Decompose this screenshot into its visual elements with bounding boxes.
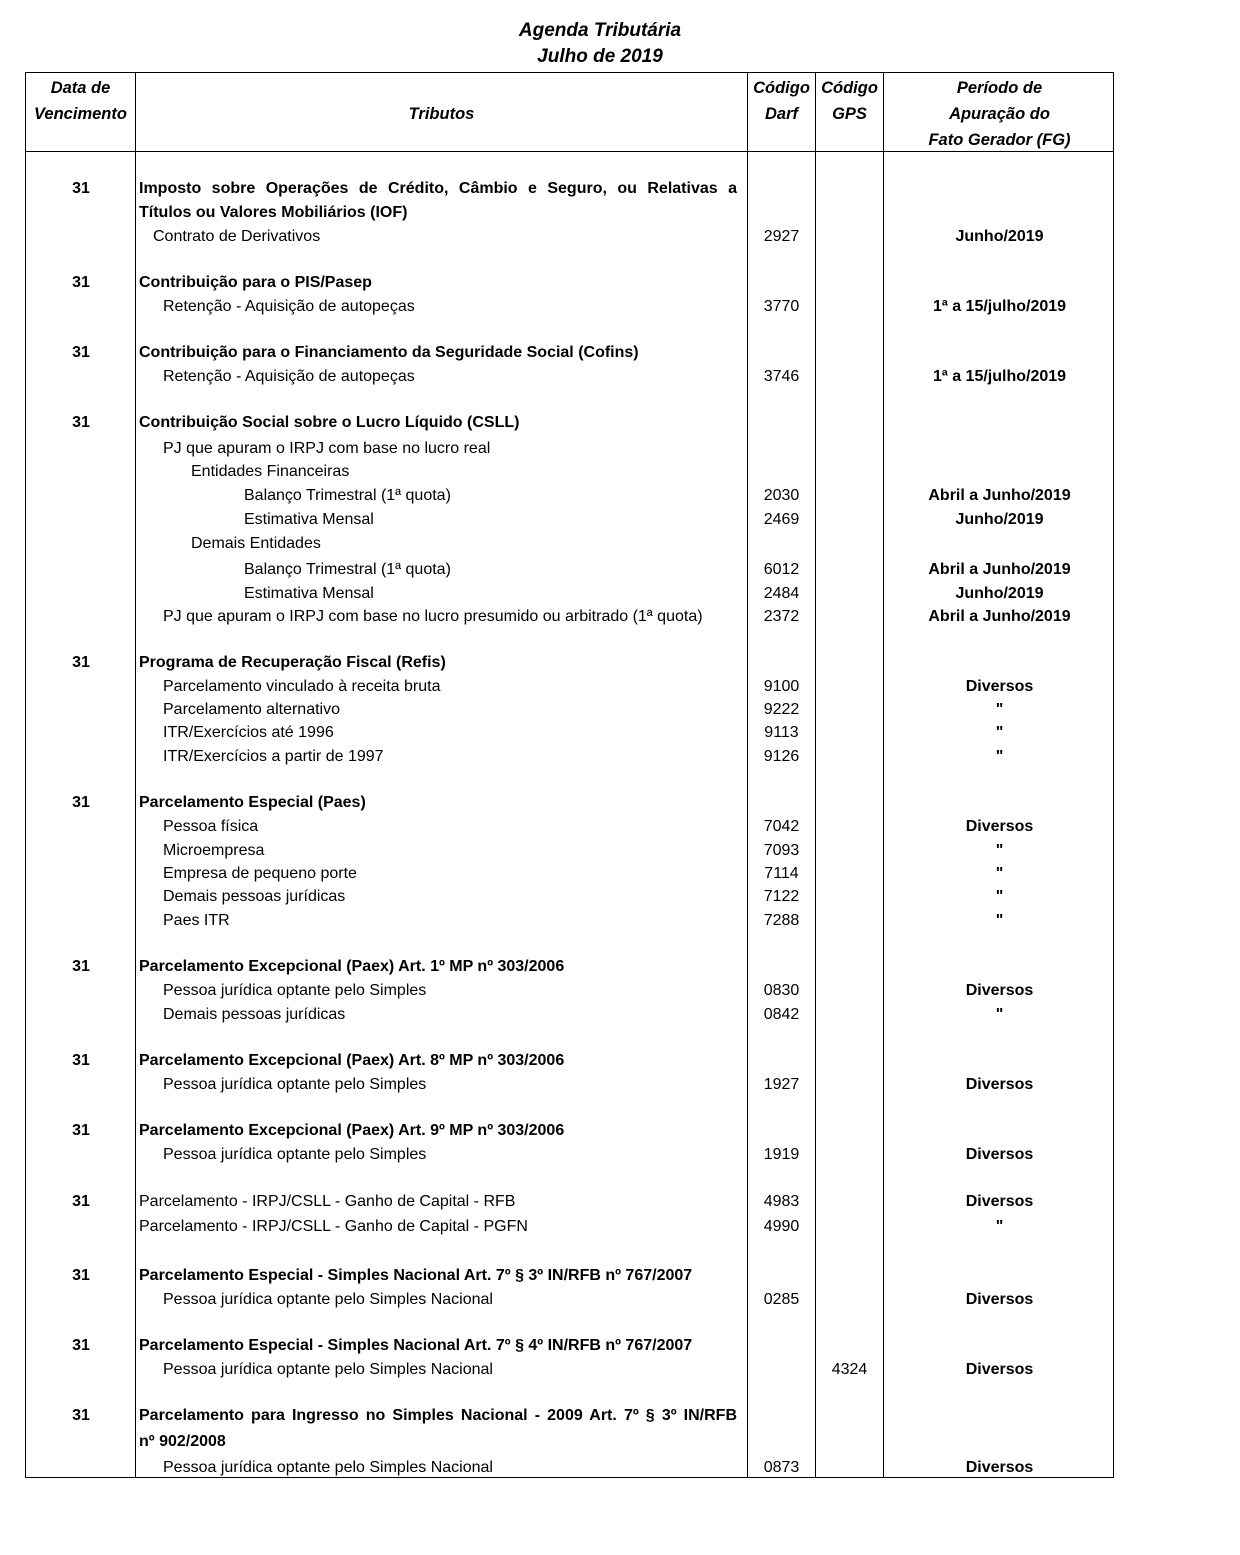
due-date-cell: 31 [72, 1052, 90, 1069]
tributo-cell: Parcelamento alternativo [163, 701, 340, 718]
table-row [26, 295, 1115, 319]
period-cell: " [995, 888, 1004, 905]
period-cell: Abril a Junho/2019 [928, 561, 1071, 578]
period-cell: Diversos [965, 1146, 1034, 1163]
period-cell: Diversos [965, 982, 1034, 999]
due-date-cell: 31 [72, 1193, 90, 1210]
table-row [26, 460, 1115, 484]
table-row [26, 484, 1115, 508]
table-row [26, 721, 1115, 745]
header-darf-line: Código [753, 79, 810, 97]
table-row [26, 271, 1115, 295]
tributo-cell: Pessoa jurídica optante pelo Simples [163, 1146, 427, 1163]
due-date-cell: 31 [72, 414, 90, 431]
table-row [26, 675, 1115, 699]
table-row [26, 1215, 1115, 1239]
darf-code-cell: 0285 [763, 1291, 800, 1308]
table-row [26, 745, 1115, 769]
period-cell: Diversos [965, 678, 1034, 695]
header-date-line: Data de [50, 79, 111, 97]
darf-code-cell: 9113 [764, 724, 799, 741]
due-date-cell: 31 [72, 794, 90, 811]
tributo-cell: Entidades Financeiras [191, 463, 350, 480]
due-date-cell: 31 [72, 180, 90, 197]
tributo-cell: Pessoa jurídica optante pelo Simples Nacional [163, 1291, 493, 1308]
tributo-cell: Parcelamento Excepcional (Paex) Art. 8º MP nº 303/2006 [139, 1052, 565, 1069]
tributo-cell: Parcelamento Excepcional (Paex) Art. 9º MP nº 303/2006 [139, 1122, 565, 1139]
tributo-cell: ITR/Exercícios até 1996 [163, 724, 334, 741]
darf-code-cell: 9222 [763, 701, 800, 718]
darf-code-cell: 7093 [763, 842, 800, 859]
period-cell: " [995, 1006, 1004, 1023]
table-row [26, 1288, 1115, 1312]
due-date-cell: 31 [72, 1407, 90, 1424]
table-row [26, 955, 1115, 979]
table-row [26, 862, 1115, 886]
period-cell: 1ª a 15/julho/2019 [932, 298, 1067, 315]
due-date-cell: 31 [72, 1122, 90, 1139]
tax-schedule-table [25, 72, 1114, 1478]
tributo-cell: Demais Entidades [191, 535, 321, 552]
darf-code-cell: 2469 [763, 511, 800, 528]
tributo-cell: Demais pessoas jurídicas [163, 888, 346, 905]
tributo-cell: Contribuição para o PIS/Pasep [139, 274, 372, 291]
darf-code-cell: 9126 [763, 748, 800, 765]
due-date-cell: 31 [72, 344, 90, 361]
darf-code-cell: 1919 [763, 1146, 800, 1163]
header-darf [748, 75, 815, 127]
header-periodo-line: Fato Gerador (FG) [928, 131, 1071, 149]
period-cell: " [995, 865, 1004, 882]
header-tributos: Tributos [408, 105, 475, 123]
table-row [26, 698, 1115, 722]
tributo-cell: Microempresa [163, 842, 265, 859]
page-subtitle: Julho de 2019 [537, 46, 663, 67]
table-row [26, 508, 1115, 532]
header-date-line: Vencimento [34, 105, 127, 123]
darf-code-cell: 2030 [763, 487, 800, 504]
table-row [26, 885, 1115, 909]
period-cell: Diversos [965, 1361, 1034, 1378]
table-row [26, 1143, 1115, 1167]
tributo-cell: Programa de Recuperação Fiscal (Refis) [139, 654, 446, 671]
darf-code-cell: 7042 [763, 818, 800, 835]
due-date-cell: 31 [72, 1337, 90, 1354]
gps-code-cell: 4324 [831, 1361, 868, 1378]
table-row [26, 979, 1115, 1003]
due-date-cell: 31 [72, 1267, 90, 1284]
period-cell: " [995, 1218, 1004, 1235]
table-row [26, 201, 1115, 225]
tributo-cell: Balanço Trimestral (1ª quota) [244, 561, 451, 578]
tributo-cell: Contrato de Derivativos [153, 228, 321, 245]
table-row [26, 582, 1115, 606]
darf-code-cell: 4983 [763, 1193, 800, 1210]
period-cell: Diversos [965, 1291, 1034, 1308]
header-darf-line: Darf [764, 105, 798, 123]
header-periodo [884, 75, 1115, 153]
period-cell: " [995, 701, 1004, 718]
table-row [26, 177, 1115, 201]
period-cell: Diversos [965, 1193, 1034, 1210]
darf-code-cell: 1927 [763, 1076, 800, 1093]
darf-code-cell: 9100 [763, 678, 800, 695]
darf-code-cell: 2927 [763, 228, 800, 245]
tributo-cell: Parcelamento Especial - Simples Nacional Art. 7º § 3º IN/RFB nº 767/2007 [139, 1267, 693, 1284]
tributo-cell: Balanço Trimestral (1ª quota) [244, 487, 451, 504]
table-row [26, 1404, 1115, 1428]
darf-code-cell: 2484 [763, 585, 800, 602]
table-row [26, 1456, 1115, 1480]
tributo-cell: ITR/Exercícios a partir de 1997 [163, 748, 384, 765]
header-periodo-line: Período de [956, 79, 1043, 97]
table-row [26, 1358, 1115, 1382]
darf-code-cell: 0830 [763, 982, 800, 999]
table-row [26, 1119, 1115, 1143]
tributo-cell: Parcelamento - IRPJ/CSLL - Ganho de Capital - RFB [139, 1193, 516, 1210]
tributo-cell: Pessoa jurídica optante pelo Simples [163, 1076, 427, 1093]
tributo-cell: Retenção - Aquisição de autopeças [163, 368, 415, 385]
period-cell: " [995, 842, 1004, 859]
period-cell: Diversos [965, 1076, 1034, 1093]
table-row [26, 411, 1115, 435]
tributo-cell: Parcelamento - IRPJ/CSLL - Ganho de Capital - PGFN [139, 1218, 528, 1235]
darf-code-cell: 7114 [764, 865, 799, 882]
header-gps-line: GPS [832, 105, 867, 123]
tributo-cell: Títulos ou Valores Mobiliários (IOF) [139, 204, 408, 221]
header-date [26, 75, 135, 127]
table-row [26, 558, 1115, 582]
darf-code-cell: 0842 [763, 1006, 800, 1023]
due-date-cell: 31 [72, 654, 90, 671]
header-periodo-line: Apuração do [949, 105, 1050, 123]
period-cell: " [995, 748, 1004, 765]
table-row [26, 1334, 1115, 1358]
darf-code-cell: 7122 [763, 888, 800, 905]
table-row [26, 1190, 1115, 1214]
tributo-cell: Parcelamento Excepcional (Paex) Art. 1º MP nº 303/2006 [139, 958, 565, 975]
tributo-cell: Pessoa física [163, 818, 259, 835]
period-cell: Junho/2019 [955, 228, 1044, 245]
tributo-cell: Retenção - Aquisição de autopeças [163, 298, 415, 315]
table-row [26, 651, 1115, 675]
tributo-cell: PJ que apuram o IRPJ com base no lucro real [163, 440, 491, 457]
period-cell: Diversos [965, 1459, 1034, 1476]
tributo-cell: Parcelamento para Ingresso no Simples Nacional - 2009 Art. 7º § 3º IN/RFB [139, 1407, 737, 1424]
table-row [26, 839, 1115, 863]
darf-code-cell: 3770 [763, 298, 800, 315]
table-row [26, 605, 1115, 629]
period-cell: " [995, 724, 1004, 741]
darf-code-cell: 2372 [763, 608, 800, 625]
table-row [26, 1003, 1115, 1027]
table-row [26, 1049, 1115, 1073]
table-row [26, 909, 1115, 933]
tributo-cell: Parcelamento Especial (Paes) [139, 794, 366, 811]
table-row [26, 1430, 1115, 1454]
darf-code-cell: 3746 [763, 368, 800, 385]
period-cell: 1ª a 15/julho/2019 [932, 368, 1067, 385]
table-row [26, 437, 1115, 461]
tributo-cell: Pessoa jurídica optante pelo Simples Nacional [163, 1361, 493, 1378]
tributo-cell: Parcelamento vinculado à receita bruta [163, 678, 441, 695]
tributo-cell: Demais pessoas jurídicas [163, 1006, 346, 1023]
tributo-cell: PJ que apuram o IRPJ com base no lucro presumido ou arbitrado (1ª quota) [163, 608, 703, 625]
table-row [26, 1264, 1115, 1288]
tributo-cell: Contribuição Social sobre o Lucro Líquido (CSLL) [139, 414, 520, 431]
tributo-cell: Paes ITR [163, 912, 230, 929]
page-title: Agenda Tributária [518, 20, 682, 41]
table-row [26, 365, 1115, 389]
tributo-cell: Pessoa jurídica optante pelo Simples [163, 982, 427, 999]
tributo-cell: nº 902/2008 [139, 1433, 226, 1450]
period-cell: Abril a Junho/2019 [928, 608, 1071, 625]
table-row [26, 225, 1115, 249]
table-row [26, 532, 1115, 556]
tributo-cell: Estimativa Mensal [244, 511, 374, 528]
tributo-cell: Imposto sobre Operações de Crédito, Câmbio e Seguro, ou Relativas a [139, 180, 737, 197]
period-cell: " [995, 912, 1004, 929]
header-gps [816, 75, 883, 127]
period-cell: Diversos [965, 818, 1034, 835]
period-cell: Junho/2019 [955, 511, 1044, 528]
table-row [26, 815, 1115, 839]
darf-code-cell: 7288 [763, 912, 800, 929]
header-gps-line: Código [821, 79, 878, 97]
table-row [26, 791, 1115, 815]
table-row [26, 341, 1115, 365]
tributo-cell: Estimativa Mensal [244, 585, 374, 602]
table-row [26, 1073, 1115, 1097]
period-cell: Abril a Junho/2019 [928, 487, 1071, 504]
tributo-cell: Pessoa jurídica optante pelo Simples Nacional [163, 1459, 493, 1476]
period-cell: Junho/2019 [955, 585, 1044, 602]
due-date-cell: 31 [72, 958, 90, 975]
tributo-cell: Empresa de pequeno porte [163, 865, 357, 882]
tributo-cell: Parcelamento Especial - Simples Nacional Art. 7º § 4º IN/RFB nº 767/2007 [139, 1337, 693, 1354]
darf-code-cell: 6012 [763, 561, 800, 578]
due-date-cell: 31 [72, 274, 90, 291]
darf-code-cell: 4990 [763, 1218, 800, 1235]
darf-code-cell: 0873 [763, 1459, 800, 1476]
tributo-cell: Contribuição para o Financiamento da Seguridade Social (Cofins) [139, 344, 639, 361]
